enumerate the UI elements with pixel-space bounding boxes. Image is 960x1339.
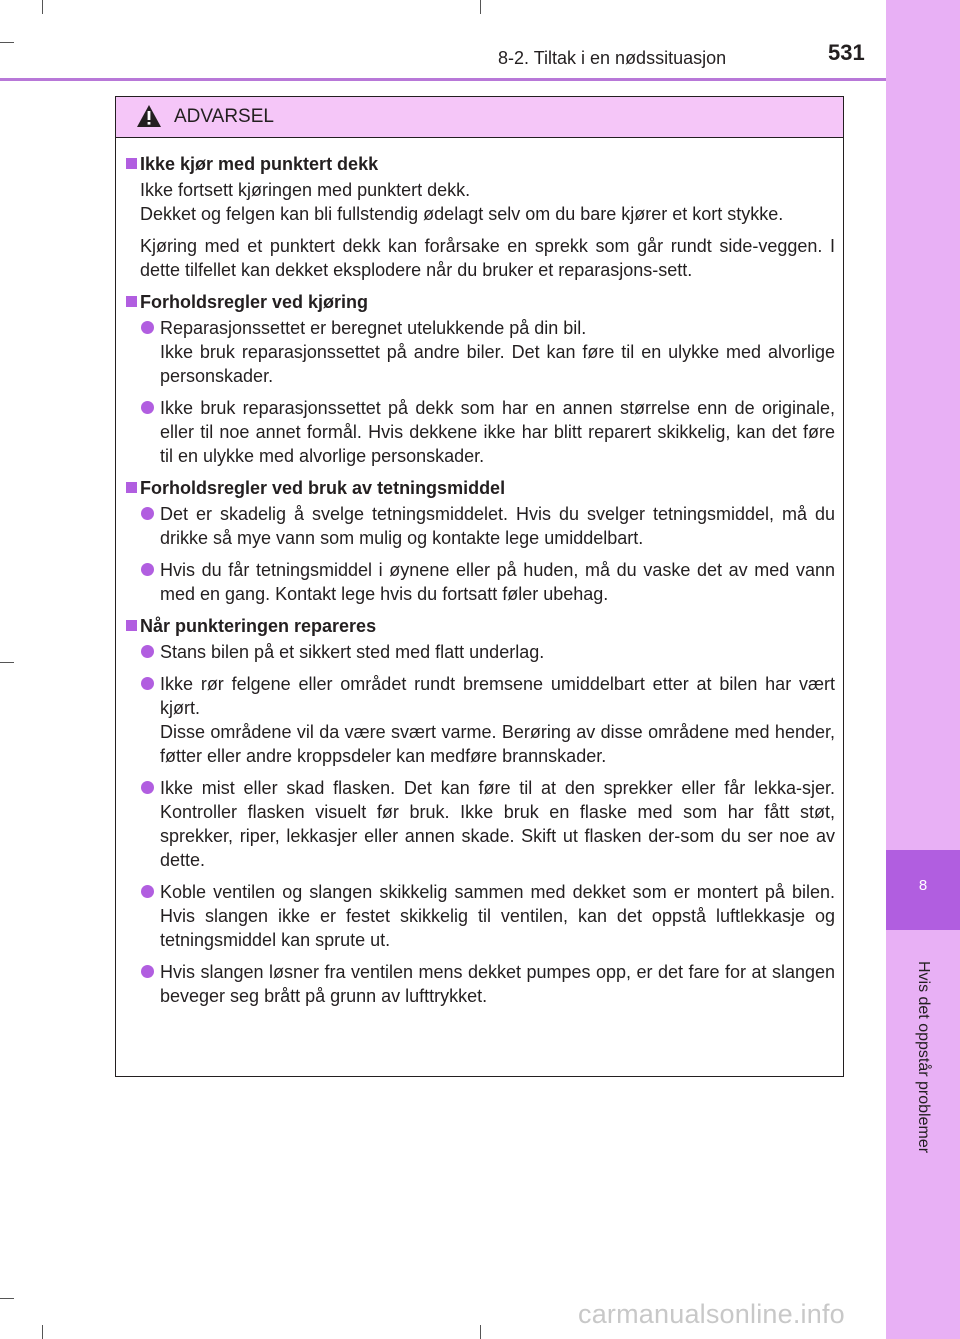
crop-mark: [480, 1325, 481, 1339]
bullet-line: Ikke bruk reparasjonssettet på dekk som har en annen størrelse enn de originale, eller til noe annet formål. Hvis dekkene ikke har blitt reparert skikkelig, kan det føre til en ulykke med alvorlige personskader.: [160, 398, 835, 466]
warning-triangle-icon: [136, 104, 162, 128]
bullet-line: Disse områdene vil da være svært varme. Berøring av disse områdene med hender, føtter eller andre kroppsdeler kan medføre brannskader.: [160, 722, 835, 766]
bullet-line: Hvis du får tetningsmiddel i øynene eller på huden, må du vaske det av med vann med en gang. Kontakt lege hvis du fortsatt føler ubehag.: [160, 560, 835, 604]
warning-header: [116, 97, 843, 138]
round-bullet-icon: [141, 563, 154, 576]
bullet-item: [124, 316, 835, 388]
warning-section: [124, 152, 835, 282]
bullet-line: Ikke rør felgene eller området rundt bremsene umiddelbart etter at bilen har vært kjørt.: [160, 674, 835, 718]
section-heading-text: Forholdsregler ved kjøring: [140, 292, 369, 312]
round-bullet-icon: [141, 401, 154, 414]
section-heading: [124, 290, 835, 314]
bullet-item: [124, 960, 835, 1008]
bullet-item: [124, 880, 835, 952]
bullet-line: Ikke mist eller skad flasken. Det kan føre til at den sprekker eller får lekka-sjer. Kontroller flasken visuelt før bruk. Ikke bruk en flaske med som har fått støt, sprekker, riper, lekkasjer eller annen skade. Skift ut flasken der-som du ser noe av dette.: [160, 778, 835, 870]
paragraph: [124, 178, 835, 226]
round-bullet-icon: [141, 781, 154, 794]
warning-body: [116, 138, 843, 1008]
bullet-item: [124, 502, 835, 550]
square-bullet-icon: [126, 296, 137, 307]
round-bullet-icon: [141, 677, 154, 690]
warning-section: [124, 290, 835, 468]
paragraph-line: Dekket og felgen kan bli fullstendig ødelagt selv om du bare kjører et kort stykke.: [140, 204, 784, 224]
bullet-line: Stans bilen på et sikkert sted med flatt underlag.: [160, 642, 545, 662]
watermark: carmanualsonline.info: [578, 1299, 845, 1329]
crop-mark: [480, 0, 481, 14]
crop-mark: [42, 0, 43, 14]
section-heading: [124, 152, 835, 176]
warning-box: [115, 96, 844, 1077]
warning-label: ADVARSEL: [174, 106, 274, 127]
section-heading-text: Ikke kjør med punktert dekk: [140, 154, 379, 174]
round-bullet-icon: [141, 645, 154, 658]
bullet-item: [124, 640, 835, 664]
bullet-item: [124, 672, 835, 768]
crop-mark: [0, 662, 14, 663]
bullet-item: [124, 558, 835, 606]
paragraph-line: Kjøring med et punktert dekk kan forårsake en sprekk som går rundt side-veggen. I dette tilfellet kan dekket eksplodere når du bruker et reparasjons-sett.: [140, 236, 835, 280]
paragraph-line: Ikke fortsett kjøringen med punktert dekk.: [140, 180, 471, 200]
bullet-line: Ikke bruk reparasjonssettet på andre biler. Det kan føre til en ulykke med alvorlige personskader.: [160, 342, 835, 386]
round-bullet-icon: [141, 885, 154, 898]
round-bullet-icon: [141, 507, 154, 520]
warning-section: [124, 476, 835, 606]
square-bullet-icon: [126, 482, 137, 493]
section-title: 8-2. Tiltak i en nødssituasjon: [498, 48, 727, 68]
square-bullet-icon: [126, 158, 137, 169]
section-heading: [124, 614, 835, 638]
bullet-line: Koble ventilen og slangen skikkelig sammen med dekket som er montert på bilen. Hvis slangen ikke er festet skikkelig til ventilen, kan det oppstå luftlekkasje og tetningsmiddel kan sprute ut.: [160, 882, 835, 950]
section-heading: [124, 476, 835, 500]
crop-mark: [0, 42, 14, 43]
paragraph: [124, 234, 835, 282]
header-rule: [0, 78, 886, 81]
chapter-number-block: [886, 850, 960, 930]
round-bullet-icon: [141, 321, 154, 334]
bullet-line: Det er skadelig å svelge tetningsmiddelet. Hvis du svelger tetningsmiddel, må du drikke så mye vann som mulig og kontakte lege umiddelbart.: [160, 504, 835, 548]
crop-mark: [42, 1325, 43, 1339]
chapter-number: 8: [918, 877, 928, 894]
crop-mark: [0, 1298, 14, 1299]
chapter-title: Hvis det oppstår problemer: [915, 960, 932, 1154]
square-bullet-icon: [126, 620, 137, 631]
round-bullet-icon: [141, 965, 154, 978]
bullet-line: Hvis slangen løsner fra ventilen mens dekket pumpes opp, er det fare for at slangen beveger seg brått på grunn av lufttrykket.: [160, 962, 835, 1006]
bullet-item: [124, 396, 835, 468]
bullet-item: [124, 776, 835, 872]
warning-section: [124, 614, 835, 1008]
bullet-line: Reparasjonssettet er beregnet utelukkende på din bil.: [160, 318, 587, 338]
chapter-side-tab: [886, 0, 960, 1339]
section-heading-text: Når punkteringen repareres: [140, 616, 377, 636]
page-number: 531: [828, 40, 865, 65]
section-heading-text: Forholdsregler ved bruk av tetningsmiddel: [140, 478, 506, 498]
